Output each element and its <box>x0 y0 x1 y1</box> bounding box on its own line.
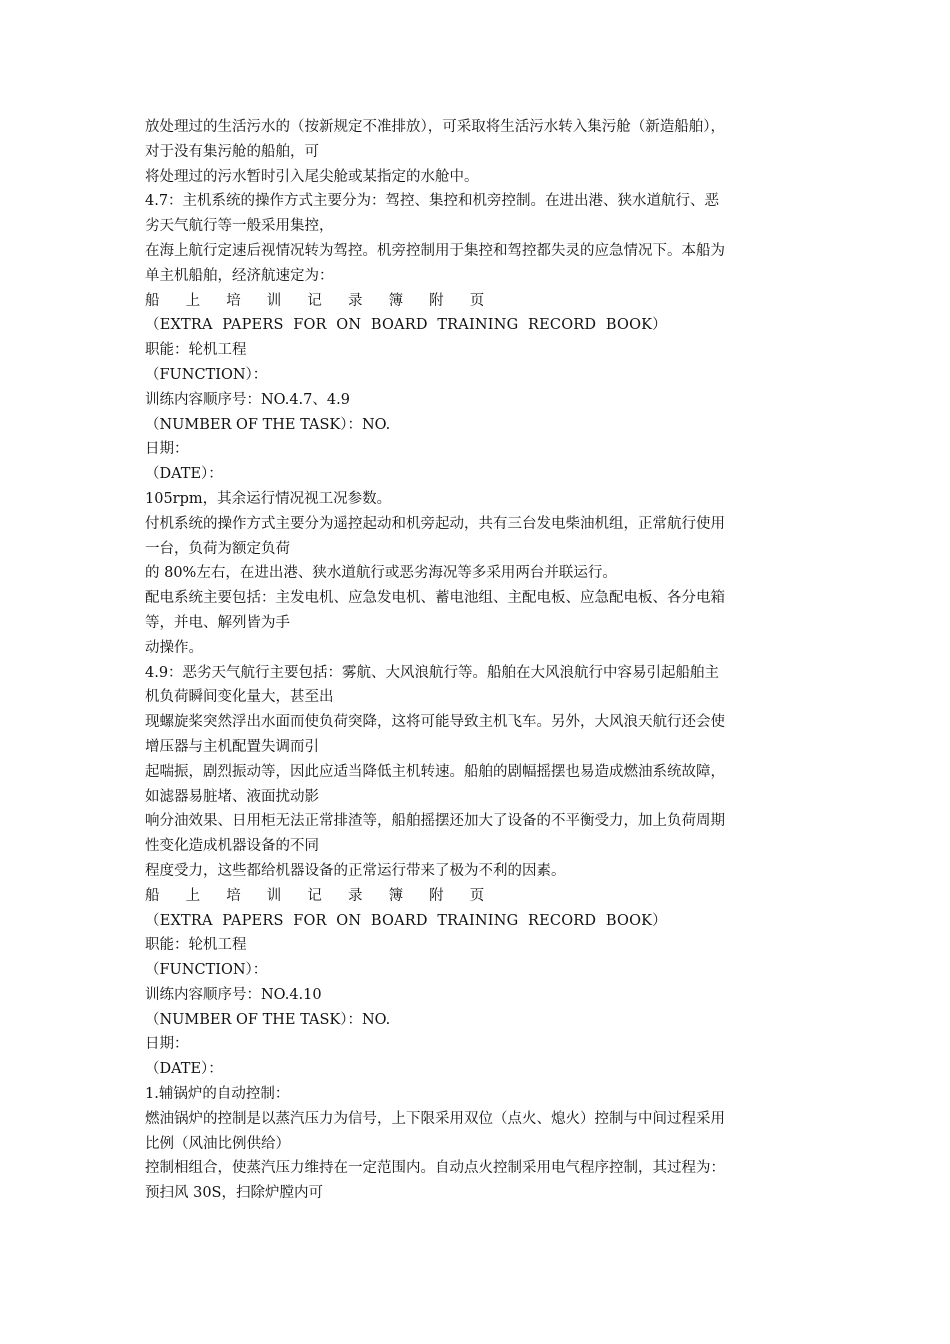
section-subtitle: （EXTRA PAPERS FOR ON BOARD TRAINING RECORD BOOK） <box>145 317 667 334</box>
text-line: 在海上航行定速后视情况转为驾控。机旁控制用于集控和驾控都失灵的应急情况下。本船为 <box>145 242 725 259</box>
text-line: 程度受力，这些都给机器设备的正常运行带来了极为不利的因素。 <box>145 862 566 879</box>
text-line: 起喘振，剧烈振动等，因此应适当降低主机转速。船舶的剧幅摇摆也易造成燃油系统故障， <box>145 763 725 780</box>
title-char: 训 <box>266 887 282 904</box>
text-line: 105rpm，其余运行情况视工况参数。 <box>145 490 392 507</box>
text-line: 训练内容顺序号：NO.4.7、4.9 <box>145 391 350 408</box>
text-line: 单主机船舶，经济航速定为： <box>145 267 334 284</box>
text-line: 一台，负荷为额定负荷 <box>145 540 290 557</box>
text-line: 如滤器易脏堵、液面扰动影 <box>145 788 319 805</box>
text-line: 控制相组合，使蒸汽压力维持在一定范围内。自动点火控制采用电气程序控制，其过程为： <box>145 1160 725 1177</box>
section-title <box>145 289 810 314</box>
title-char: 簿 <box>388 292 404 309</box>
title-char: 记 <box>307 292 322 309</box>
text-line: （DATE）： <box>145 1061 223 1078</box>
title-char: 附 <box>429 292 444 309</box>
text-line: 职能：轮机工程 <box>145 937 247 954</box>
title-char: 训 <box>266 292 282 309</box>
title-char: 页 <box>469 292 485 309</box>
title-char: 培 <box>226 887 241 904</box>
text-line: （FUNCTION）： <box>145 962 268 979</box>
section-title <box>145 884 810 909</box>
text-line: 的 80%左右，在进出港、狭水道航行或恶劣海况等多采用两台并联运行。 <box>145 565 617 582</box>
title-char: 上 <box>185 887 201 904</box>
text-line: 性变化造成机器设备的不同 <box>145 838 319 855</box>
text-line: 比例（风油比例供给） <box>145 1135 290 1152</box>
text-line: 等，并电、解列皆为手 <box>145 614 290 631</box>
text-line: 日期： <box>145 441 189 458</box>
title-char: 页 <box>469 887 485 904</box>
text-line: （NUMBER OF THE TASK）：NO. <box>145 416 391 433</box>
title-char: 录 <box>347 887 363 904</box>
text-line: 日期： <box>145 1036 189 1053</box>
title-char: 记 <box>307 887 322 904</box>
text-line: 响分油效果、日用柜无法正常排渣等，船舶摇摆还加大了设备的不平衡受力，加上负荷周期 <box>145 813 725 830</box>
title-char: 船 <box>145 292 160 309</box>
title-char: 船 <box>145 887 160 904</box>
section-subtitle: （EXTRA PAPERS FOR ON BOARD TRAINING RECORD BOOK） <box>145 912 667 929</box>
title-char: 培 <box>226 292 241 309</box>
title-char: 附 <box>429 887 444 904</box>
text-line: （DATE）： <box>145 466 223 483</box>
text-line: 1.辅锅炉的自动控制： <box>145 1086 290 1103</box>
text-line: 职能：轮机工程 <box>145 342 247 359</box>
text-line: 放处理过的生活污水的（按新规定不准排放），可采取将生活污水转入集污舱（新造船舶）， <box>145 119 725 135</box>
text-line: 训练内容顺序号：NO.4.10 <box>145 986 322 1003</box>
text-line: 配电系统主要包括：主发电机、应急发电机、蓄电池组、主配电板、应急配电板、各分电箱 <box>145 590 725 607</box>
document-page <box>145 115 810 1206</box>
text-line: 劣天气航行等一般采用集控， <box>145 218 334 235</box>
title-char: 上 <box>185 292 201 309</box>
title-char: 录 <box>347 292 363 309</box>
text-line: 4.7：主机系统的操作方式主要分为：驾控、集控和机旁控制。在进出港、狭水道航行、恶 <box>145 193 720 210</box>
text-line: 对于没有集污舱的船舶，可 <box>145 143 319 160</box>
title-char: 簿 <box>388 887 404 904</box>
text-line: 动操作。 <box>145 639 203 656</box>
text-line: 增压器与主机配置失调而引 <box>145 738 319 755</box>
text-line: 预扫风 30S，扫除炉膛内可 <box>145 1185 323 1202</box>
text-line: 4.9：恶劣天气航行主要包括：雾航、大风浪航行等。船舶在大风浪航行中容易引起船舶主 <box>145 664 720 681</box>
text-line: 现螺旋桨突然浮出水面而使负荷突降，这将可能导致主机飞车。另外，大风浪天航行还会使 <box>145 714 725 731</box>
text-line: （NUMBER OF THE TASK）：NO. <box>145 1011 391 1028</box>
text-line: 燃油锅炉的控制是以蒸汽压力为信号，上下限采用双位（点火、熄火）控制与中间过程采用 <box>145 1110 725 1127</box>
text-line: 付机系统的操作方式主要分为遥控起动和机旁起动，共有三台发电柴油机组，正常航行使用 <box>145 515 725 532</box>
text-line: 机负荷瞬间变化量大，甚至出 <box>145 689 334 706</box>
text-line: 将处理过的污水暂时引入尾尖舱或某指定的水舱中。 <box>145 168 479 185</box>
text-line: （FUNCTION）： <box>145 366 268 383</box>
